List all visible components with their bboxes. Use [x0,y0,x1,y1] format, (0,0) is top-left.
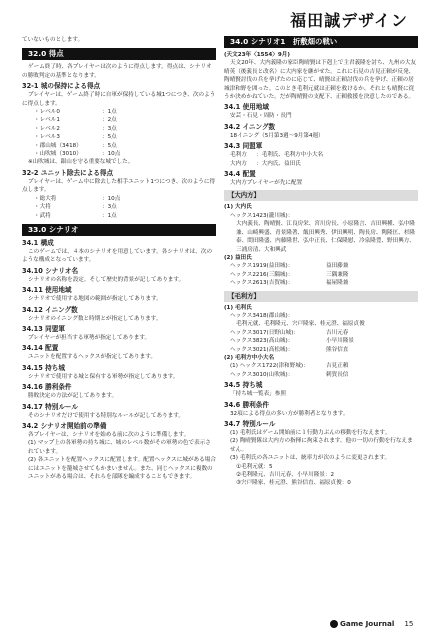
list-item: ②毛利隆元、吉川元春、小早川隆景：2 [236,472,335,479]
rule-34-17-heading: 34.17 特別ルール [22,402,78,411]
note-text: ※山吹城は、銀山を守る重要な城でした。 [28,159,134,166]
rule-34-2-innings-text: 18イニング（5月第3週〜9月第4週） [230,132,324,139]
list-item: ・武将 ：1点 [34,212,117,219]
left-column [22,36,216,481]
rule-34-5-text: 「持ち城一覧表」参照 [230,391,286,398]
rule-34-7-heading: 34.7 特別ルール [224,420,276,428]
rule-34-16-text: 勝敗決定の方法が記してあります。 [28,393,118,400]
list-item: ヘックス3021(高松城)： 熊谷信直 [230,346,349,353]
era-heading: (天文23年〈1554〉9月) [224,52,290,58]
list-item: ・総大将 ：10点 [34,195,121,202]
list-item: ヘックス2216(三隅城)： 三隅兼隆 [230,271,349,278]
special-rule-2: (2) 陶晴賢隊は大内方の指揮に拘束されます。他の一切の行動を行なえません。 [230,438,413,453]
ouchi-hex: ヘックス1423(瀧川城)： [230,212,294,219]
list-item: ヘックス3017(日野山城)： 吉川元春 [230,329,349,336]
section-34-heading: 34.0 シナリオ1 折敷畑の戦い [224,36,418,48]
section-32-text: ゲーム終了時、各プレイヤーは次のように得点します。得点は、シナリオの勝敗判定の基準となります。 [22,64,212,79]
page-title: 福田誠デザイン [290,11,408,30]
rule-34-4-setup-heading: 34.4 配置 [224,170,256,179]
rule-34-5-heading: 34.5 持ち城 [224,381,263,390]
rule-34-14-heading: 34.14 配置 [22,344,59,353]
rule-34-15-text: シナリオで使用する城と保有する軍勢が指定してあります。 [28,373,179,380]
rule-34-14-text: ユニットを配置するヘックスが指定してあります。 [28,354,156,361]
mori-minor-heading: (2) 毛利方中小大名 [224,354,275,361]
list-item: ヘックス3823(高山城)： 小早川隆景 [230,338,354,345]
rule-32-2-heading: 32-2 ユニット除去による得点 [22,168,114,177]
rule-32-1-heading: 32-1 城の保持による得点 [22,82,101,91]
footer [330,619,413,628]
rule-32-2-text: プレイヤーは、ゲーム中に除去した相手ユニット1つにつき、次のように得点します。 [22,178,216,194]
mori-box-title: 【毛利方】 [224,291,418,302]
right-column [224,36,418,488]
special-rule-3: (3) 毛利氏の各ユニットは、統率力が次のように変更されます。 [230,455,391,462]
list-item: 毛利方 ：毛利氏、毛利方中小大名 [230,152,324,159]
list-item: ①毛利元就：5 [236,463,273,470]
ouchi-clan-heading: (1) 大内氏 [224,204,252,211]
list-item: ・レベル2 ：3点 [34,125,117,132]
era-text: 天文20年、大内義隆の家臣陶晴賢は下剋上で主君義隆を討ち、九州の大友晴英（後義長と改名）に大内家を継がせた。これに石見の吉見正頼が反発、陶晴賢討伐の兵を挙げたのに応じて、晴賢は正頼討伐の兵を挙げ、正頼の居城津和野を囲った。このとき毛利元就は正頼を救けるか、それとも晴賢に従うか決めかねていた。だが陶晴賢の支配下、正頼救援を決意したのである。 [224,60,417,101]
prep-step-1: (1) マップ上の各軍勢の持ち城に、城のレベル数がその軍勢の色で表示されています。 [28,440,211,455]
list-item: ・山吹城（3010） ：10点 [34,151,121,158]
prep-step-2: (2) 各ユニットを配置ヘックスに配置します。配置ヘックスに城がある場合にはユニットを籠城させてもかまいません。また、同じヘックスに複数のユニットがある場合は、それらを部隊を編成することもできます。 [28,457,216,480]
rule-34-17-text: そのシナリオだけで使用する特別なルールが記してあります。 [28,412,185,419]
unit-points-list [22,195,216,220]
rule-34-1-area-heading: 34.1 使用地域 [224,103,269,112]
rule-34-12-heading: 34.12 イニング数 [22,305,78,314]
rule-34-1-area-text: 安芸・石見・周防・長門 [230,113,292,120]
rule-34-10-heading: 34.10 シナリオ名 [22,266,79,275]
rule-34-13-heading: 34.13 同盟軍 [22,324,65,333]
rule-34-3-allies-heading: 34.3 同盟軍 [224,142,263,151]
rule-34-2-innings-heading: 34.2 イニング数 [224,122,276,131]
intro-text: ていないものとします。 [22,37,84,43]
ouchi-generals: 大内義長、陶晴賢、江良房栄、宮川房長、小原隆言、吉田興種、弘中隆兼、山崎興盛、青景隆著、飯田興秀、伊田興明、陶長房、陶隆匡、杉隆泰、問田隆盛、内藤隆世、弘中正長、仁保隆慰、冷泉隆豊、野田興方、三浦房清、大和興武 [236,221,416,253]
list-item: ヘックス3010(山吹城)： 刺賀長信 [230,371,349,378]
rule-34-4-setup-text: 大内方プレイヤーが先に配置 [230,180,303,187]
rule-34-6-heading: 34.6 勝利条件 [224,400,269,409]
list-item: ・郡山城（3418） ：5点 [34,142,117,149]
list-item: ③宍戸隆家、桂元澄、熊谷信直、福原貞俊：0 [236,480,351,487]
list-item: ・レベル1 ：2点 [34,117,117,124]
mori-hex: ヘックス3418(郡山城)： [230,312,294,319]
mori-generals: 毛利元就、毛利隆元、宍戸隆家、桂元澄、福原貞俊 [236,321,365,328]
page-number: 15 [404,619,414,628]
list-item: ヘックス2613(吉賀城)： 福屋隆兼 [230,280,349,287]
game-journal-logo-icon [330,620,338,628]
section-33-heading: 33.0 シナリオ [22,224,216,236]
rule-34-2-text: 各プレイヤーは、シナリオを始める前に次のように準備します。 [28,431,190,438]
footer-brand: Game Journal [340,619,395,628]
rule-34-16-heading: 34.16 勝利条件 [22,383,72,392]
list-item: ・大将 ：3点 [34,204,117,211]
rule-34-15-heading: 34.15 持ち城 [22,363,65,372]
rule-34-12-text: シナリオのイニング数と時期とが指定してあります。 [28,315,162,322]
list-item: 大内方 ：大内氏、益田氏 [230,160,301,167]
list-item: ヘックス1919(益田城)： 益田藤兼 [230,263,349,270]
rule-34-11-text: シナリオで使用する地図の範囲が指定してあります。 [28,296,162,303]
list-item: (1) ヘックス1722(津和野城)： 吉見正頼 [230,363,349,370]
rule-34-1-heading: 34.1 構成 [22,238,54,247]
castle-points-list [22,108,216,158]
section-32-heading: 32.0 得点 [22,48,216,60]
list-item: ・レベル0 ：1点 [34,109,117,116]
rule-34-10-text: シナリオの名称を設定。そして歴史的背景が記してあります。 [28,276,185,283]
rule-32-1-text: プレイヤーは、ゲーム終了時に自軍が保持している城1つにつき、次のように得点します。 [22,92,216,107]
rule-34-1-text: このゲームでは、４本のシナリオを用意しています。各シナリオは、次のような構成となっています。 [22,248,213,264]
rule-34-11-heading: 34.11 使用地域 [22,286,72,295]
rule-34-2-heading: 34.2 シナリオ開始前の準備 [22,421,107,430]
masuda-clan-heading: (2) 益田氏 [224,254,252,261]
mori-clan-heading: (1) 毛利氏 [224,304,252,311]
rule-34-13-text: プレイヤーが担当する軍勢が指定してあります。 [28,334,151,341]
special-rule-1: (1) 毛利氏はゲーム開始前に１行動力ぶんの移動を行なえます。 [230,430,391,436]
rule-34-6-text: 32項による得点の多い方が勝利者となります。 [230,410,349,417]
ouchi-box-title: 【大内方】 [224,190,418,201]
list-item: ・レベル3 ：5点 [34,134,117,141]
